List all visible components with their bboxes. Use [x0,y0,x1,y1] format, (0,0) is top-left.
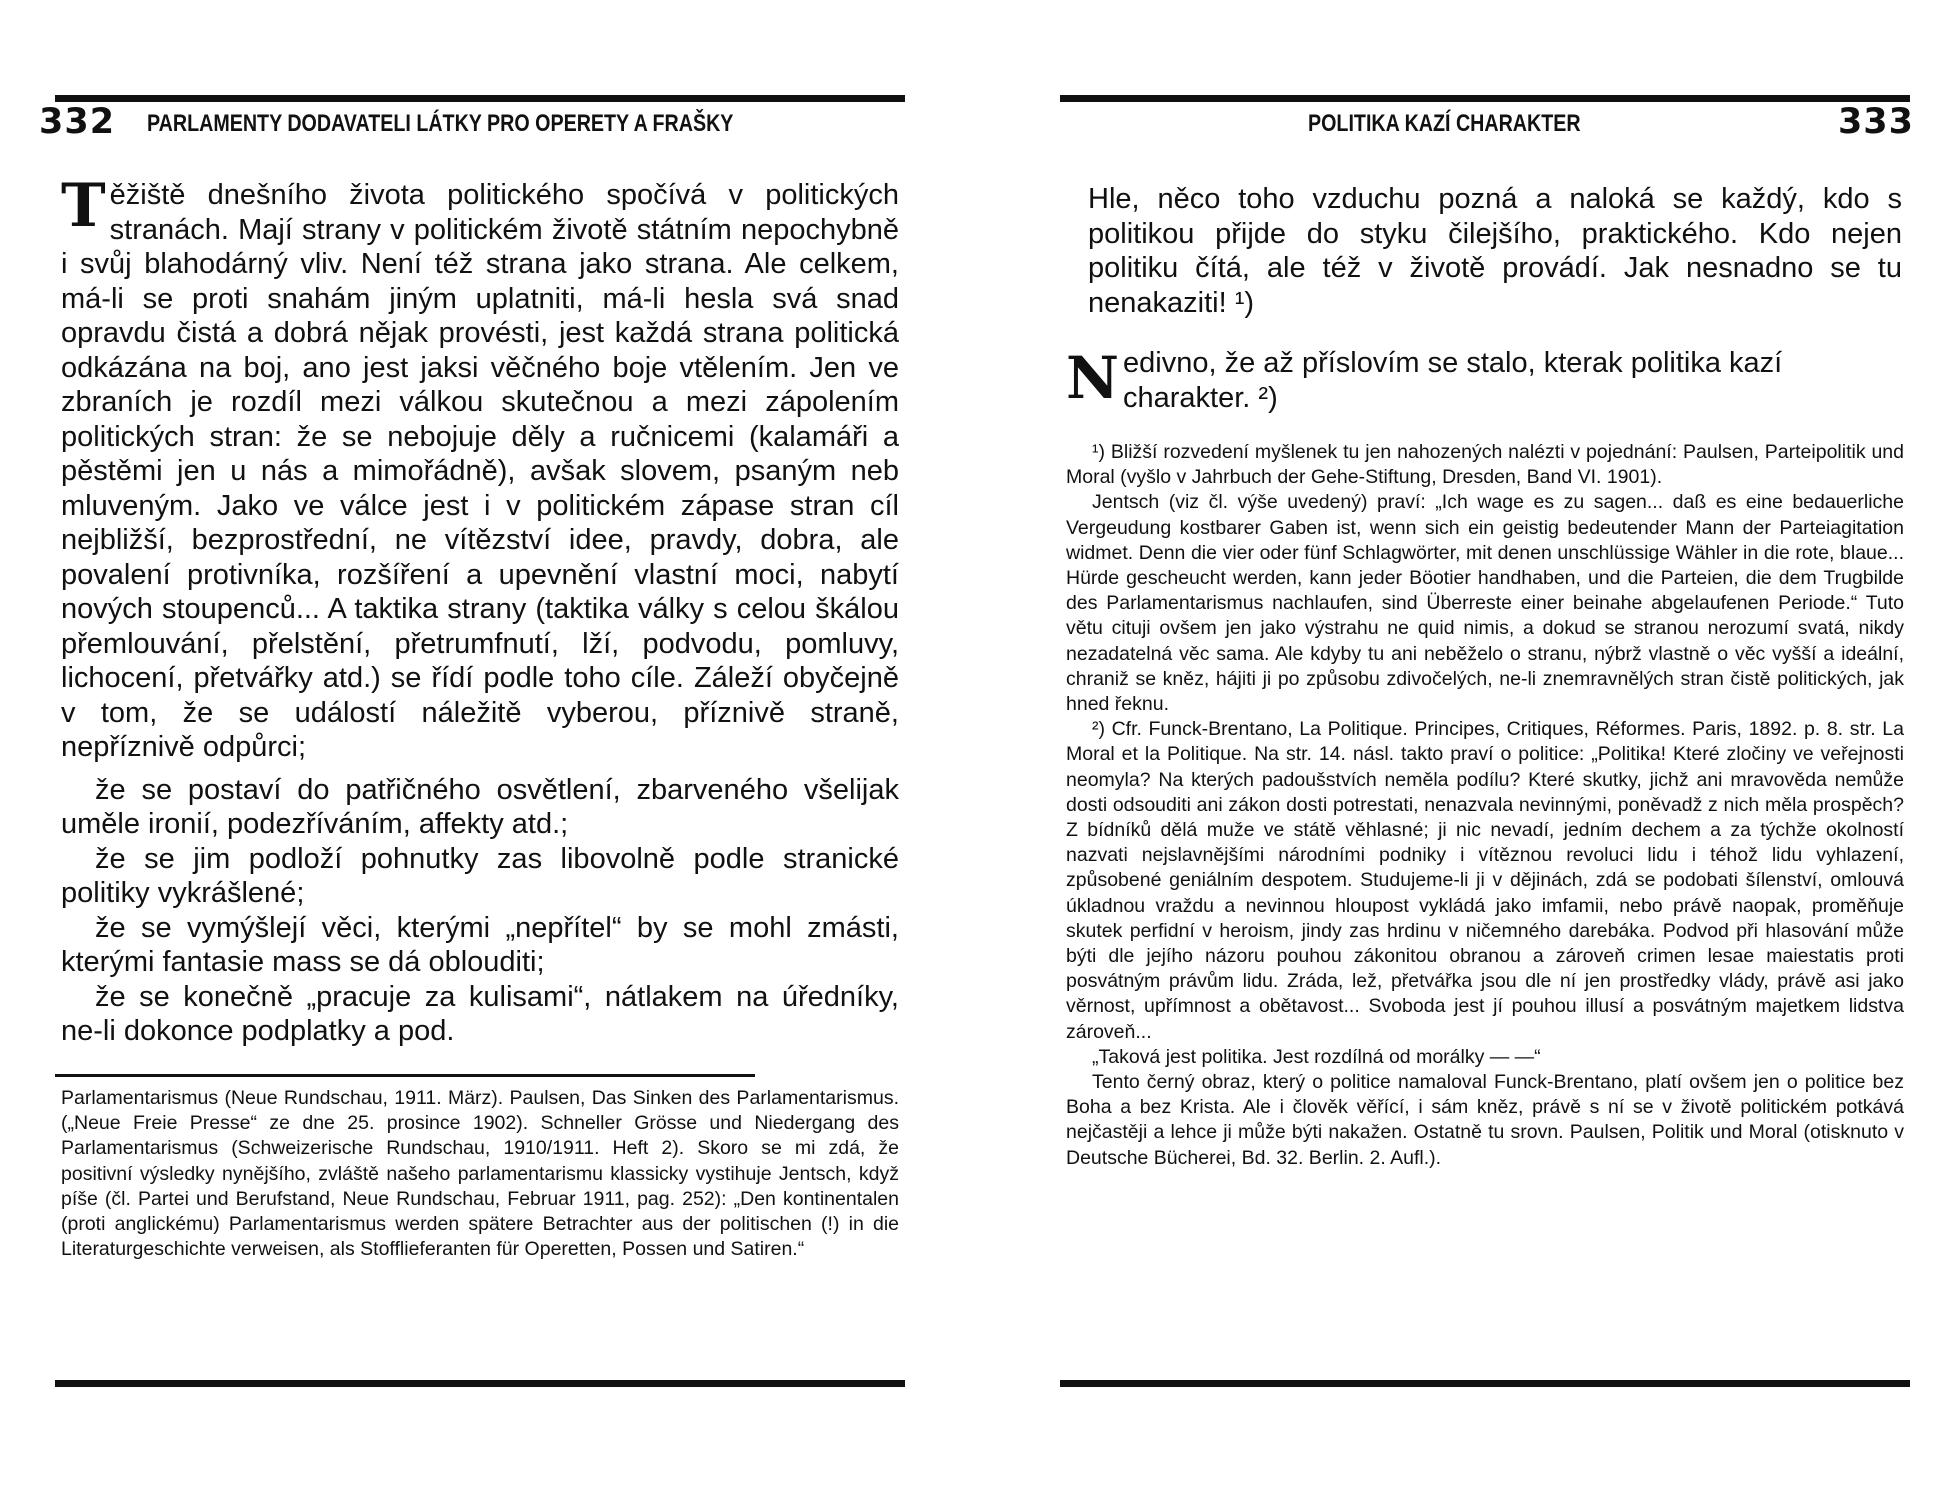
right-page [1060,0,1914,1500]
footnote-2: ²) Cfr. Funck-Brentano, La Politique. Principes, Critiques, Réformes. Paris, 1892. p. 8. str. La Moral et la Politique. Na str. 14. násl. takto praví o politice: „Politika! Které zločiny ve veřejnosti neomyla? Na kterých padoušstvích neměla podílu? Které skutky, jichž ani mravověda nemůže dosti odsouditi ani zákon dosti potrestati, nenazvala nevinnými, poněvadž z nich měla prospěch? Z bídníků dělá muže ve státě věhlasné; ji nic nevadí, jedním dechem a za týchže okolností nazvati nejslavnějšími národními podniky i vítěznou revoluci lidu i téhož lidu vyhlazení, způsobené geniálním despotem. Studujeme-li ji v dějinách, zdá se podobati šílenství, omlouvá úkladnou vraždu a nevinnou hloupost vykládá jako imfamii, nebo právě naopak, proměňuje skutek perfidní v heroism, jindy zas hrdinu v ničemného darebáka. Podvod při hlasování může býti dle jejího názoru pouhou zákonitou obranou a zároveň crimen lesae maiestatis proti posvátným právům lidu. Zráda, lež, přetvářka jsou dle ní jen prostředky vlády, právě asi jako věrnost, upřímnost a obětavost... Svoboda jest jí pouhou illusí a posvátným majetkem lidstva zároveň... [1066,718,1904,1043]
bottom-rule [1060,1380,1910,1387]
main-text [61,171,899,1049]
running-head [39,102,905,142]
section-paragraph [1066,346,1904,415]
drop-cap: T [61,171,106,241]
tactics-list [61,773,899,1049]
running-title: PARLAMENTY DODAVATELI LÁTKY PRO OPERETY A FRAŠKY [147,110,734,137]
left-page [39,0,905,1500]
footnote-1: ¹) Bližší rozvedení myšlenek tu jen nahozených nalézti v pojednání: Paulsen, Parteipolitik und Moral (vyšlo v Jahrbuch der Gehe-Stiftung, Dresden, Band VI. 1901). [1066,441,1904,489]
header-rule [1060,95,1910,102]
footnote-text: Parlamentarismus (Neue Rundschau, 1911. März). Paulsen, Das Sinken des Parlamentarismus. („Neue Freie Presse“ ze dne 25. prosince 1902). Schneller Grösse und Niedergang des Parlamentarismus (Schweizerische Rundschau, 1910/1911. Heft 2). Skoro se mi zdá, že positivní výsledky nynějšího, zvláště našeho parlamentarismu klassicky vystihuje Jentsch, když píše (čl. Partei und Berufstand, Neue Rundschau, Februar 1911, pag. 252): „Den kontinentalen (proti anglickému) Parlamentarismus werden spätere Betrachter aus der politischen (!) in die Literaturgeschichte verweisen, als Stofflieferanten für Operetten, Possen und Satiren.“ [61,1087,899,1261]
page-number: 332 [39,102,116,142]
list-item: že se konečně „pracuje za kulisami“, nátlakem na úředníky, ne-li dokonce podplatky a pod. [61,980,899,1047]
footnote-rule [55,1074,755,1077]
running-title: POLITIKA KAZÍ CHARAKTER [1308,110,1581,137]
list-item: že se jim podloží pohnutky zas libovolně podle stranické politiky vykrášlené; [61,842,899,909]
section-text: edivno, že až příslovím se stalo, kterak politika kazí charakter. ²) [1123,347,1783,414]
footnote-1-continued: Jentsch (viz čl. výše uvedený) praví: „Ich wage es zu sagen... daß es eine bedauerliche Vergeudung kostbarer Gaben ist, wenn sich ein geistig bedeutender Mann der Parteiagitation widmet. Denn die vier oder fünf Schlagwörter, mit denen unschlüssige Wähler in die rote, blaue... Hürde gescheucht werden, kann jeder Böotier handhaben, und die Parteien, die dem Trugbilde des Parlamentarismus nachlaufen, sind Überreste einer beinahe abgelaufenen Periode.“ Tuto větu cituji ovšem jen jako výstrahu ne quid nimis, a dokud se stranou nerozumí svatá, nikdy nezadatelná věc sama. Ale kdyby tu ani neběželo o stranu, nýbrž vlastně o věc vyšší a ideální, chraniž se kněz, hájiti ji po způsobu zdivočelých, ne-li znemravnělých stran čistě politických, jak hned řeknu. [1066,491,1904,716]
page-number: 333 [1837,102,1914,142]
lead-paragraph [61,171,899,765]
footnote-2-continued: Tento černý obraz, který o politice namaloval Funck-Brentano, platí ovšem jen o politice bez Boha a bez Krista. Ale i člověk věřící, i sám kněz, právě s ní se v životě politickém potkává nejčastěji a lehce ji může býti nakažen. Ostatně tu srovn. Paulsen, Politik und Moral (otisknuto v Deutsche Bücherei, Bd. 32. Berlin. 2. Aufl.). [1066,1071,1904,1169]
drop-cap: N [1066,344,1120,412]
footnote [61,1086,899,1262]
intro-text: Hle, něco toho vzduchu pozná a naloká se každý, kdo s politikou přijde do styku čilejšího, praktického. Kdo nejen politiku čítá, ale též v životě provádí. Jak nesnadno se tu nenakaziti! ¹) [1088,183,1902,319]
running-head [1060,102,1914,142]
footnotes [1066,440,1904,1171]
list-item: že se vymýšlejí věci, kterými „nepřítel“ by se mohl zmásti, kterými fantasie mass se dá oblouditi; [61,911,899,978]
header-rule [55,95,905,102]
lead-text: ěžiště dnešního života politického spočívá v politických stranách. Mají strany v politickém životě státním nepochybně i svůj blahodárný vliv. Není též strana jako strana. Ale celkem, má-li se proti snahám jiným uplatniti, má-li hesla svá snad opravdu čistá a dobrá nějak provésti, jest každá strana politická odkázána na boj, ano jest jaksi věčného boje vtělením. Jen ve zbraních je rozdíl mezi válkou skutečnou a mezi zápolením politických stran: že se nebojuje děly a ručnicemi (kalamáři a pěstěmi jen u nás a mimořádně), avšak slovem, psaným neb mluveným. Jako ve válce jest i v politickém zápase stran cíl nejbližší, bezprostřední, ne vítězství idee, pravdy, dobra, ale povalení protivníka, rozšíření a upevnění vlastní moci, nabytí nových stoupenců... A taktika strany (taktika války s celou škálou přemlouvání, přelstění, přetrumfnutí, lží, podvodu, pomluvy, lichocení, přetvářky atd.) se řídí podle toho cíle. Záleží obyčejně v tom, že se událostí náležitě vyberou, příznivě straně, nepříznivě odpůrci; [61,179,899,763]
bottom-rule [55,1380,905,1387]
intro-paragraph [1088,182,1902,320]
footnote-2-quote-end: „Taková jest politika. Jest rozdílná od morálky — —“ [1092,1045,1541,1068]
list-item: že se postaví do patřičného osvětlení, zbarveného všelijak uměle ironií, podezříváním, affekty atd.; [61,773,899,840]
